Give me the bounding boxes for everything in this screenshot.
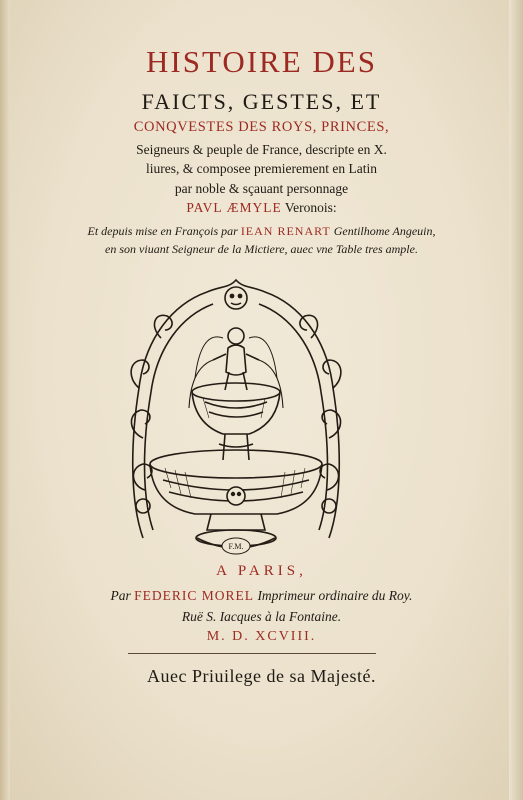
- author-line: [0, 200, 523, 216]
- imprint-year: M. D. XCVIII.: [206, 629, 317, 644]
- author-name: PAVL ÆMYLE: [186, 200, 282, 215]
- printer-name: FEDERIC MOREL: [134, 588, 255, 603]
- translation-line-1: [0, 224, 523, 239]
- divider-rule: [128, 653, 376, 654]
- title-line-3: CONQVESTES DES ROYS, PRINCES,: [133, 119, 390, 135]
- imprint-address: Ruë S. Iacques à la Fontaine.: [181, 609, 342, 624]
- description-line-2: liures, & composee premierement en Latin: [146, 161, 377, 176]
- imprint-printer-line: [0, 588, 523, 604]
- privilege-line: Auec Priuilege de sa Majesté.: [147, 666, 376, 686]
- title-line-1: HISTOIRE DES: [146, 44, 377, 79]
- translation-prefix: Et depuis mise en François par: [87, 224, 238, 238]
- description-line-1: Seigneurs & peuple de France, descripte en X.: [136, 142, 387, 157]
- printer-prefix: Par: [110, 588, 131, 603]
- description-line-3: par noble & sçauant personnage: [174, 181, 349, 196]
- translation-suffix: Gentilhome Angeuin,: [333, 224, 436, 238]
- fountain-woodcut-device: [125, 268, 347, 564]
- author-suffix: Veronois:: [284, 200, 337, 215]
- translator-name: IEAN RENART: [240, 224, 331, 238]
- title-line-2: FAICTS, GESTES, ET: [141, 89, 382, 114]
- translation-line-2: en son viuant Seigneur de la Mictiere, auec vne Table tres ample.: [105, 242, 418, 256]
- printer-suffix: Imprimeur ordinaire du Roy.: [257, 588, 413, 603]
- imprint-city: A PARIS,: [216, 563, 307, 579]
- device-monogram: F.M.: [228, 542, 244, 551]
